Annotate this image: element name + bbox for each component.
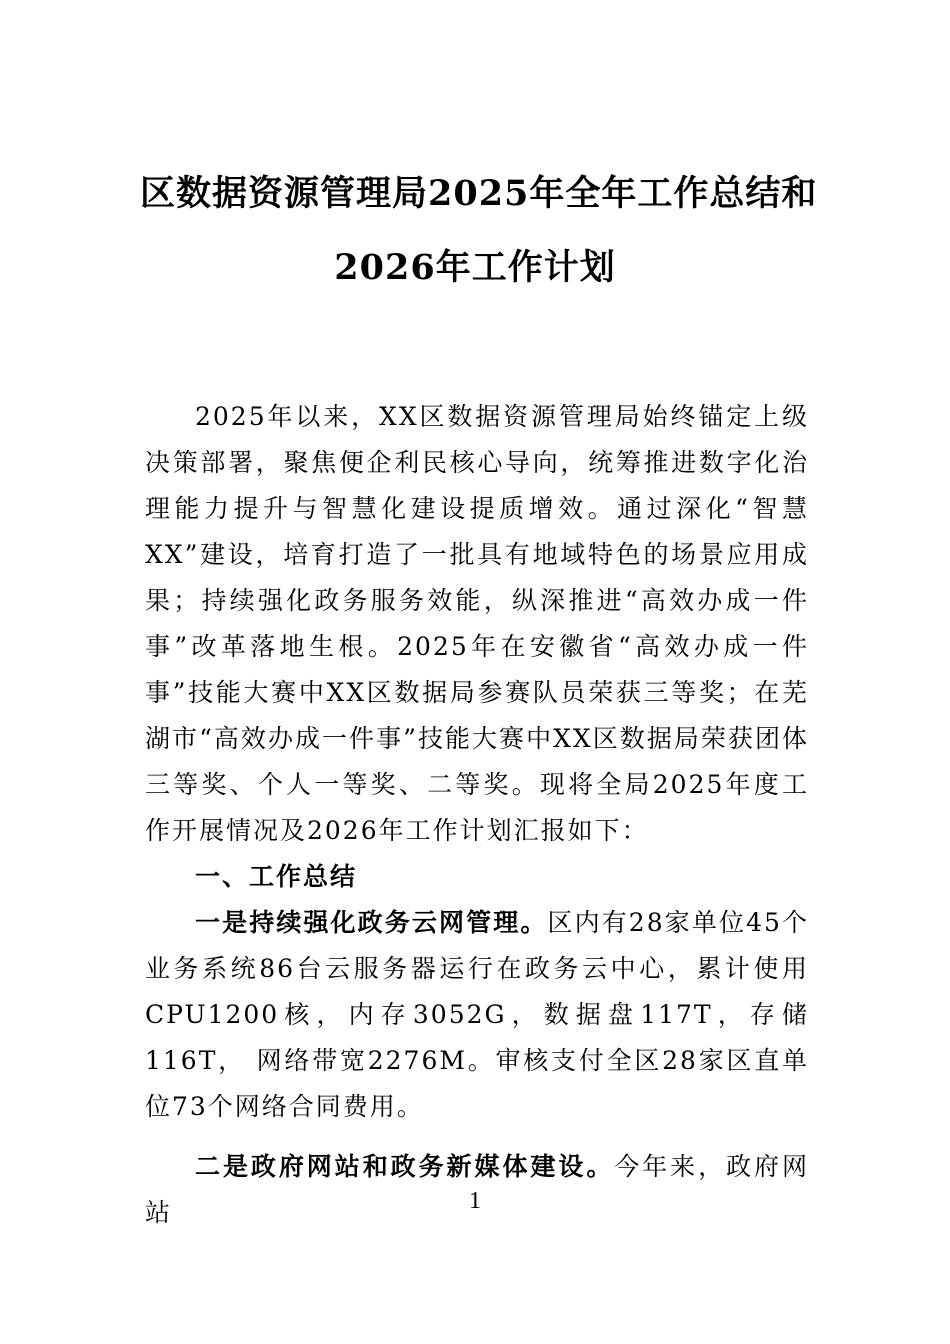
intro-paragraph: 2025年以来，XX区数据资源管理局始终锚定上级决策部署，聚焦便企利民核心导向，统筹推进数字化治理能力提升与智慧化建设提质增效。通过深化“智慧XX”建设，培育打造了一批具有地域特色的场景应用成果；持续强化政务服务效能，纵深推进“高效办成一件事”改革落地生根。2025年在安徽省“高效办成一件事”技能大赛中XX区数据局参赛队员荣获三等奖；在芜湖市“高效办成一件事”技能大赛中XX区数据局荣获团体三等奖、个人一等奖、二等奖。现将全局2025年度工作开展情况及2026年工作计划汇报如下： [145,402,809,845]
section-heading-work-summary: 一、工作总结 [195,862,358,891]
document-body [145,394,809,1236]
page-number: 1 [469,1188,481,1214]
paragraph-spacer [145,1130,809,1144]
document-title-line-1: 区数据资源管理局2025年全年工作总结和 [140,173,818,214]
item-1-paragraph [145,900,809,1130]
item-2-text: 今年来，政府网站 [145,1152,809,1227]
document-title-line-2: 2026年工作计划 [334,247,616,288]
item-1-lead: 一是持续强化政务云网管理。 [195,908,548,937]
item-2-lead: 二是政府网站和政务新媒体建设。 [195,1152,615,1181]
item-1-text: 区内有28家单位45个业务系统86台云服务器运行在政务云中心，累计使用CPU1200核，内存3052G，数据盘117T，存储116T， 网络带宽2276M。审核支付全区28家区直单位73个网络合同费用。 [145,908,809,1121]
